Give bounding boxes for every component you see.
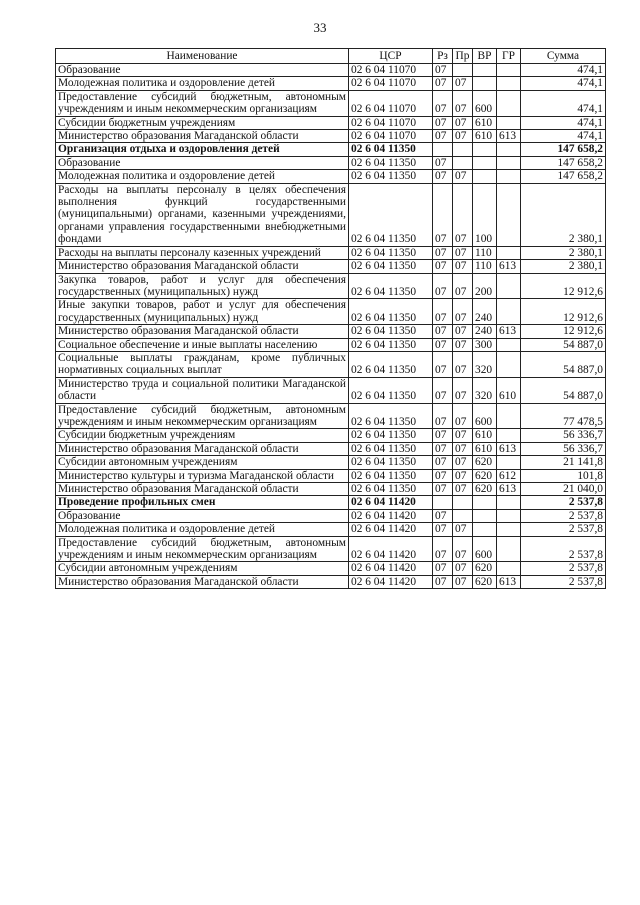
cell-pr: 07	[453, 429, 473, 442]
cell-vr: 620	[473, 562, 497, 575]
cell-sum: 2 537,8	[521, 496, 606, 509]
cell-sum: 2 537,8	[521, 509, 606, 522]
cell-gr: 613	[497, 260, 521, 273]
cell-pr: 07	[453, 575, 473, 588]
cell-vr: 240	[473, 325, 497, 338]
table-row	[56, 483, 606, 496]
cell-name: Иные закупки товаров, работ и услуг для обеспечения государственных (муниципальных) нужд	[56, 299, 349, 325]
cell-pr: 07	[453, 90, 473, 116]
header-name: Наименование	[56, 49, 349, 64]
cell-gr	[497, 562, 521, 575]
cell-pr	[453, 156, 473, 169]
table-row	[56, 299, 606, 325]
cell-vr: 620	[473, 469, 497, 482]
cell-csr: 02 6 04 11350	[349, 143, 433, 156]
budget-table	[55, 48, 606, 589]
cell-sum: 54 887,0	[521, 338, 606, 351]
cell-vr: 300	[473, 338, 497, 351]
cell-sum: 12 912,6	[521, 299, 606, 325]
cell-vr: 620	[473, 483, 497, 496]
table-row	[56, 90, 606, 116]
cell-vr	[473, 143, 497, 156]
cell-csr: 02 6 04 11350	[349, 483, 433, 496]
cell-name: Проведение профильных смен	[56, 496, 349, 509]
cell-name: Организация отдыха и оздоровления детей	[56, 143, 349, 156]
cell-csr: 02 6 04 11420	[349, 575, 433, 588]
header-sum: Сумма	[521, 49, 606, 64]
cell-csr: 02 6 04 11070	[349, 130, 433, 143]
cell-gr	[497, 116, 521, 129]
cell-gr	[497, 536, 521, 562]
page-number: 33	[313, 20, 327, 35]
cell-pr: 07	[453, 456, 473, 469]
cell-sum: 2 380,1	[521, 246, 606, 259]
header-vr: ВР	[473, 49, 497, 64]
table-row	[56, 377, 606, 403]
cell-rz: 07	[433, 456, 453, 469]
cell-csr: 02 6 04 11350	[349, 260, 433, 273]
cell-csr: 02 6 04 11070	[349, 90, 433, 116]
table-row	[56, 64, 606, 77]
cell-csr: 02 6 04 11350	[349, 299, 433, 325]
cell-vr: 620	[473, 575, 497, 588]
table-row	[56, 143, 606, 156]
cell-sum: 2 537,8	[521, 536, 606, 562]
header-csr: ЦСР	[349, 49, 433, 64]
cell-gr: 613	[497, 325, 521, 338]
cell-sum: 12 912,6	[521, 325, 606, 338]
cell-gr	[497, 509, 521, 522]
cell-csr: 02 6 04 11350	[349, 442, 433, 455]
cell-csr: 02 6 04 11350	[349, 403, 433, 429]
cell-sum: 474,1	[521, 64, 606, 77]
cell-gr: 613	[497, 483, 521, 496]
cell-pr: 07	[453, 523, 473, 536]
table-row	[56, 246, 606, 259]
cell-pr: 07	[453, 246, 473, 259]
table-row	[56, 469, 606, 482]
cell-csr: 02 6 04 11350	[349, 377, 433, 403]
cell-pr: 07	[453, 273, 473, 299]
cell-gr	[497, 403, 521, 429]
cell-gr	[497, 523, 521, 536]
cell-vr: 240	[473, 299, 497, 325]
cell-rz: 07	[433, 442, 453, 455]
cell-gr: 613	[497, 130, 521, 143]
cell-name: Образование	[56, 156, 349, 169]
cell-csr: 02 6 04 11350	[349, 156, 433, 169]
cell-pr: 07	[453, 325, 473, 338]
cell-name: Закупка товаров, работ и услуг для обеспечения государственных (муниципальных) нужд	[56, 273, 349, 299]
cell-csr: 02 6 04 11070	[349, 77, 433, 90]
cell-vr: 610	[473, 116, 497, 129]
cell-gr: 612	[497, 469, 521, 482]
cell-csr: 02 6 04 11350	[349, 456, 433, 469]
cell-name: Субсидии бюджетным учреждениям	[56, 429, 349, 442]
cell-pr	[453, 64, 473, 77]
cell-rz: 07	[433, 377, 453, 403]
cell-gr	[497, 429, 521, 442]
cell-rz: 07	[433, 90, 453, 116]
cell-csr: 02 6 04 11350	[349, 183, 433, 246]
cell-pr: 07	[453, 260, 473, 273]
cell-pr	[453, 509, 473, 522]
cell-vr: 620	[473, 456, 497, 469]
cell-sum: 147 658,2	[521, 170, 606, 183]
cell-name: Министерство культуры и туризма Магаданской области	[56, 469, 349, 482]
table-row	[56, 338, 606, 351]
cell-vr	[473, 156, 497, 169]
cell-rz: 07	[433, 260, 453, 273]
cell-name: Министерство образования Магаданской области	[56, 442, 349, 455]
cell-pr: 07	[453, 299, 473, 325]
cell-name: Молодежная политика и оздоровление детей	[56, 170, 349, 183]
cell-sum: 21 040,0	[521, 483, 606, 496]
cell-csr: 02 6 04 11350	[349, 325, 433, 338]
table-row	[56, 575, 606, 588]
table-row	[56, 351, 606, 377]
cell-vr	[473, 64, 497, 77]
table-row	[56, 442, 606, 455]
cell-name: Министерство образования Магаданской области	[56, 325, 349, 338]
cell-csr: 02 6 04 11420	[349, 523, 433, 536]
cell-rz: 07	[433, 338, 453, 351]
cell-gr	[497, 351, 521, 377]
cell-pr	[453, 143, 473, 156]
cell-pr: 07	[453, 377, 473, 403]
cell-sum: 12 912,6	[521, 273, 606, 299]
cell-name: Министерство образования Магаданской области	[56, 130, 349, 143]
cell-rz: 07	[433, 483, 453, 496]
cell-rz: 07	[433, 536, 453, 562]
cell-vr: 100	[473, 183, 497, 246]
header-pr: Пр	[453, 49, 473, 64]
cell-rz: 07	[433, 170, 453, 183]
cell-pr: 07	[453, 338, 473, 351]
cell-gr	[497, 273, 521, 299]
cell-sum: 474,1	[521, 116, 606, 129]
cell-pr: 07	[453, 469, 473, 482]
cell-rz	[433, 496, 453, 509]
header-gr: ГР	[497, 49, 521, 64]
cell-name: Образование	[56, 64, 349, 77]
table-row	[56, 116, 606, 129]
cell-sum: 2 380,1	[521, 183, 606, 246]
cell-csr: 02 6 04 11070	[349, 116, 433, 129]
cell-name: Субсидии автономным учреждениям	[56, 562, 349, 575]
cell-rz: 07	[433, 469, 453, 482]
cell-gr: 610	[497, 377, 521, 403]
cell-csr: 02 6 04 11350	[349, 338, 433, 351]
cell-pr: 07	[453, 130, 473, 143]
cell-csr: 02 6 04 11350	[349, 246, 433, 259]
cell-gr	[497, 456, 521, 469]
cell-sum: 2 537,8	[521, 562, 606, 575]
cell-pr: 07	[453, 351, 473, 377]
cell-vr: 110	[473, 246, 497, 259]
cell-gr	[497, 183, 521, 246]
cell-csr: 02 6 04 11350	[349, 429, 433, 442]
cell-pr: 07	[453, 77, 473, 90]
cell-rz: 07	[433, 509, 453, 522]
cell-pr: 07	[453, 536, 473, 562]
table-row	[56, 170, 606, 183]
cell-name: Предоставление субсидий бюджетным, автономным учреждениям и иным некоммерческим организациям	[56, 90, 349, 116]
cell-name: Расходы на выплаты персоналу в целях обеспечения выполнения функций государственными (муниципальными) органами, казенными учреждениями, органами управления государственными внебюджетными фондами	[56, 183, 349, 246]
cell-pr: 07	[453, 483, 473, 496]
table-body	[56, 64, 606, 589]
cell-vr	[473, 523, 497, 536]
cell-gr	[497, 246, 521, 259]
cell-vr: 600	[473, 536, 497, 562]
table-row	[56, 273, 606, 299]
cell-sum: 77 478,5	[521, 403, 606, 429]
cell-vr	[473, 496, 497, 509]
cell-vr: 600	[473, 403, 497, 429]
cell-csr: 02 6 04 11420	[349, 536, 433, 562]
cell-sum: 2 380,1	[521, 260, 606, 273]
cell-vr	[473, 509, 497, 522]
cell-vr	[473, 77, 497, 90]
table-row	[56, 536, 606, 562]
table-row	[56, 456, 606, 469]
cell-sum: 474,1	[521, 90, 606, 116]
table-row	[56, 496, 606, 509]
cell-sum: 54 887,0	[521, 377, 606, 403]
cell-gr	[497, 299, 521, 325]
cell-rz: 07	[433, 575, 453, 588]
cell-gr	[497, 64, 521, 77]
table-row	[56, 77, 606, 90]
cell-pr: 07	[453, 403, 473, 429]
cell-sum: 2 537,8	[521, 523, 606, 536]
cell-rz: 07	[433, 77, 453, 90]
cell-vr: 320	[473, 351, 497, 377]
cell-csr: 02 6 04 11350	[349, 170, 433, 183]
cell-rz: 07	[433, 429, 453, 442]
table-row	[56, 260, 606, 273]
cell-csr: 02 6 04 11350	[349, 273, 433, 299]
table-row	[56, 403, 606, 429]
cell-sum: 147 658,2	[521, 143, 606, 156]
cell-rz: 07	[433, 156, 453, 169]
table-row	[56, 562, 606, 575]
cell-rz: 07	[433, 299, 453, 325]
cell-csr: 02 6 04 11420	[349, 509, 433, 522]
cell-sum: 54 887,0	[521, 351, 606, 377]
cell-vr: 200	[473, 273, 497, 299]
cell-rz: 07	[433, 351, 453, 377]
cell-rz: 07	[433, 130, 453, 143]
cell-rz: 07	[433, 562, 453, 575]
cell-pr: 07	[453, 562, 473, 575]
cell-gr: 613	[497, 442, 521, 455]
table-row	[56, 523, 606, 536]
cell-vr: 320	[473, 377, 497, 403]
cell-gr	[497, 338, 521, 351]
cell-rz: 07	[433, 116, 453, 129]
cell-rz: 07	[433, 273, 453, 299]
table-row	[56, 429, 606, 442]
cell-name: Социальное обеспечение и иные выплаты населению	[56, 338, 349, 351]
cell-csr: 02 6 04 11420	[349, 496, 433, 509]
cell-gr	[497, 170, 521, 183]
cell-rz: 07	[433, 183, 453, 246]
cell-gr	[497, 156, 521, 169]
table-row	[56, 130, 606, 143]
cell-name: Предоставление субсидий бюджетным, автономным учреждениям и иным некоммерческим организациям	[56, 403, 349, 429]
cell-csr: 02 6 04 11350	[349, 469, 433, 482]
cell-sum: 21 141,8	[521, 456, 606, 469]
cell-sum: 474,1	[521, 77, 606, 90]
cell-vr: 600	[473, 90, 497, 116]
cell-name: Министерство труда и социальной политики Магаданской области	[56, 377, 349, 403]
cell-vr: 610	[473, 130, 497, 143]
cell-pr	[453, 496, 473, 509]
cell-rz	[433, 143, 453, 156]
cell-sum: 147 658,2	[521, 156, 606, 169]
cell-vr: 110	[473, 260, 497, 273]
cell-name: Расходы на выплаты персоналу казенных учреждений	[56, 246, 349, 259]
cell-csr: 02 6 04 11350	[349, 351, 433, 377]
cell-name: Министерство образования Магаданской области	[56, 483, 349, 496]
table-row	[56, 325, 606, 338]
cell-name: Предоставление субсидий бюджетным, автономным учреждениям и иным некоммерческим организациям	[56, 536, 349, 562]
cell-sum: 101,8	[521, 469, 606, 482]
cell-rz: 07	[433, 325, 453, 338]
cell-name: Молодежная политика и оздоровление детей	[56, 523, 349, 536]
cell-gr: 613	[497, 575, 521, 588]
cell-vr	[473, 170, 497, 183]
cell-sum: 474,1	[521, 130, 606, 143]
table-row	[56, 156, 606, 169]
cell-vr: 610	[473, 442, 497, 455]
cell-name: Субсидии бюджетным учреждениям	[56, 116, 349, 129]
cell-name: Министерство образования Магаданской области	[56, 260, 349, 273]
cell-pr: 07	[453, 170, 473, 183]
cell-csr: 02 6 04 11420	[349, 562, 433, 575]
cell-pr: 07	[453, 183, 473, 246]
cell-csr: 02 6 04 11070	[349, 64, 433, 77]
table-header-row	[56, 49, 606, 64]
cell-gr	[497, 77, 521, 90]
cell-rz: 07	[433, 246, 453, 259]
cell-pr: 07	[453, 442, 473, 455]
cell-rz: 07	[433, 523, 453, 536]
cell-vr: 610	[473, 429, 497, 442]
cell-name: Социальные выплаты гражданам, кроме публичных нормативных социальных выплат	[56, 351, 349, 377]
table-row	[56, 183, 606, 246]
cell-gr	[497, 496, 521, 509]
cell-name: Субсидии автономным учреждениям	[56, 456, 349, 469]
cell-name: Образование	[56, 509, 349, 522]
cell-rz: 07	[433, 64, 453, 77]
cell-gr	[497, 143, 521, 156]
cell-gr	[497, 90, 521, 116]
cell-sum: 56 336,7	[521, 429, 606, 442]
header-rz: Рз	[433, 49, 453, 64]
cell-sum: 56 336,7	[521, 442, 606, 455]
cell-sum: 2 537,8	[521, 575, 606, 588]
cell-rz: 07	[433, 403, 453, 429]
table-row	[56, 509, 606, 522]
cell-pr: 07	[453, 116, 473, 129]
cell-name: Молодежная политика и оздоровление детей	[56, 77, 349, 90]
cell-name: Министерство образования Магаданской области	[56, 575, 349, 588]
